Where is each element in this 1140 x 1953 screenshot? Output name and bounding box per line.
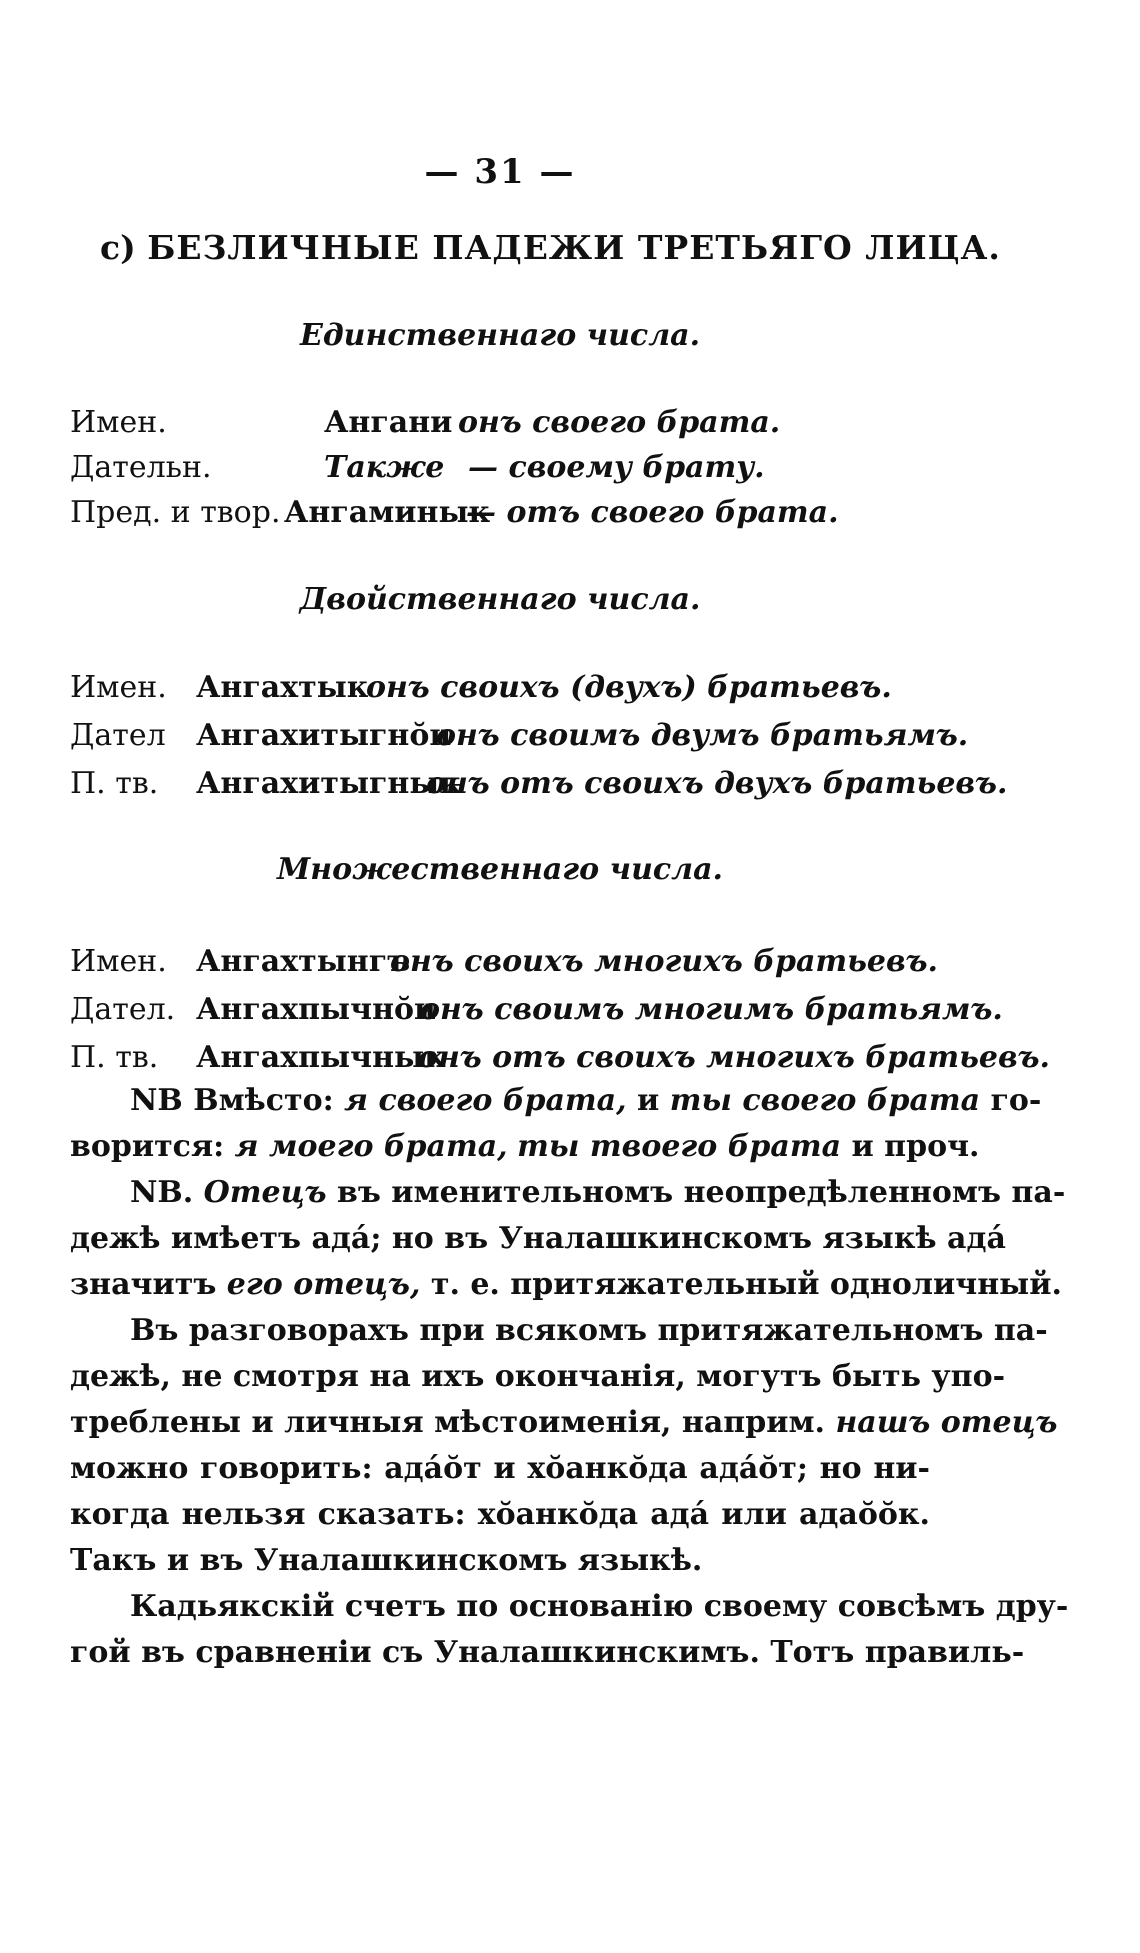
case-label: П. тв. xyxy=(70,1040,159,1075)
italic-run: я своего брата, xyxy=(344,1083,627,1118)
gloss: онъ отъ своихъ двухъ братьевъ. xyxy=(426,766,1008,801)
heading-title: БЕЗЛИЧНЫЕ ПАДЕЖИ ТРЕТЬЯГО ЛИЦА. xyxy=(147,228,1001,267)
case-label: Дател xyxy=(70,718,166,753)
gloss: онъ отъ своихъ многихъ братьевъ. xyxy=(418,1040,1050,1075)
italic-run: Отецъ xyxy=(203,1175,327,1210)
paragraph-conversation xyxy=(70,1308,1058,1584)
case-label: Пред. и твор. xyxy=(70,495,281,530)
text-run: и xyxy=(626,1083,670,1118)
italic-run: нашъ отецъ xyxy=(835,1405,1058,1440)
subheading-plural: Множественнаго числа. xyxy=(276,852,723,887)
word-form: Ангахпычнык xyxy=(196,1040,446,1075)
page-number: — 31 — xyxy=(424,152,576,192)
text-line: гой въ сравненіи съ Уналашкинскимъ. Тотъ правиль- xyxy=(70,1635,1025,1670)
case-label: Имен. xyxy=(70,670,167,705)
text-line: Такъ и въ Уналашкинскомъ языкѣ. xyxy=(70,1543,703,1578)
subheading-dual: Двойственнаго числа. xyxy=(299,582,701,617)
text-run: го- xyxy=(980,1083,1042,1118)
word-form: Также xyxy=(324,450,445,485)
case-label: Дател. xyxy=(70,992,176,1027)
word-form: Ангахитыгнŏн xyxy=(196,718,452,753)
italic-run: его отецъ, xyxy=(226,1267,421,1302)
gloss: онъ своихъ (двухъ) братьевъ. xyxy=(366,670,892,705)
text-run: т. е. притяжательный одноличный. xyxy=(420,1267,1062,1302)
case-label: Дательн. xyxy=(70,450,212,485)
text-run: въ именительномъ неопредѣленномъ па- xyxy=(326,1175,1066,1210)
word-form: Ангахтык xyxy=(196,670,369,705)
gloss: онъ своимъ двумъ братьямъ. xyxy=(436,718,969,753)
word-form: Ангани xyxy=(324,405,453,440)
text-line: когда нельзя сказать: хŏанкŏда ада́ или адаŏŏк. xyxy=(70,1497,930,1532)
gloss: — своему брату. xyxy=(468,450,765,485)
note-nb-1 xyxy=(70,1078,1042,1170)
text-line: дежѣ, не смотря на ихъ окончанія, могутъ быть упо- xyxy=(70,1359,1006,1394)
italic-run: ты своего брата xyxy=(669,1083,981,1118)
text-run: треблены и личныя мѣстоименія, наприм. xyxy=(70,1405,836,1440)
heading-marker: c) xyxy=(100,228,136,267)
italic-run: я моего брата, xyxy=(234,1129,508,1164)
text-run xyxy=(508,1129,518,1164)
gloss: онъ своимъ многимъ братьямъ. xyxy=(420,992,1003,1027)
text-run: и проч. xyxy=(841,1129,980,1164)
italic-run: ты твоего брата xyxy=(517,1129,842,1164)
case-label: Имен. xyxy=(70,405,167,440)
gloss: — отъ своего брата. xyxy=(466,495,839,530)
section-heading xyxy=(100,228,1001,267)
case-label: П. тв. xyxy=(70,766,159,801)
word-form: Ангахитыгнык xyxy=(196,766,462,801)
text-line: дежѣ имѣетъ ада́; но въ Уналашкинскомъ языкѣ ада́ xyxy=(70,1221,1006,1256)
text-run: значитъ xyxy=(70,1267,227,1302)
gloss: онъ своихъ многихъ братьевъ. xyxy=(390,944,938,979)
text-line xyxy=(70,1170,1066,1216)
subheading-singular: Единственнаго числа. xyxy=(299,318,701,353)
text-line: Кадьякскій счетъ по основанію своему совсѣмъ дру- xyxy=(130,1589,1069,1624)
text-line xyxy=(70,1400,1058,1446)
gloss: онъ своего брата. xyxy=(458,405,781,440)
text-line: можно говорить: ада́ŏт и хŏанкŏда ада́ŏт; но ни- xyxy=(70,1451,930,1486)
text-run: NB. xyxy=(130,1175,204,1210)
text-line: Въ разговорахъ при всякомъ притяжательномъ па- xyxy=(130,1313,1048,1348)
word-form: Ангахпычнŏн xyxy=(196,992,437,1027)
case-label: Имен. xyxy=(70,944,167,979)
paragraph-counting xyxy=(70,1584,1069,1676)
word-form: Ангахтынгъ xyxy=(196,944,411,979)
text-run: ворится: xyxy=(70,1129,235,1164)
text-line xyxy=(70,1262,1062,1308)
word-form: Ангаминык xyxy=(284,495,491,530)
text-line xyxy=(70,1124,980,1170)
text-run: NB Вмѣсто: xyxy=(130,1083,345,1118)
note-nb-2 xyxy=(70,1170,1066,1308)
text-line xyxy=(70,1078,1042,1124)
